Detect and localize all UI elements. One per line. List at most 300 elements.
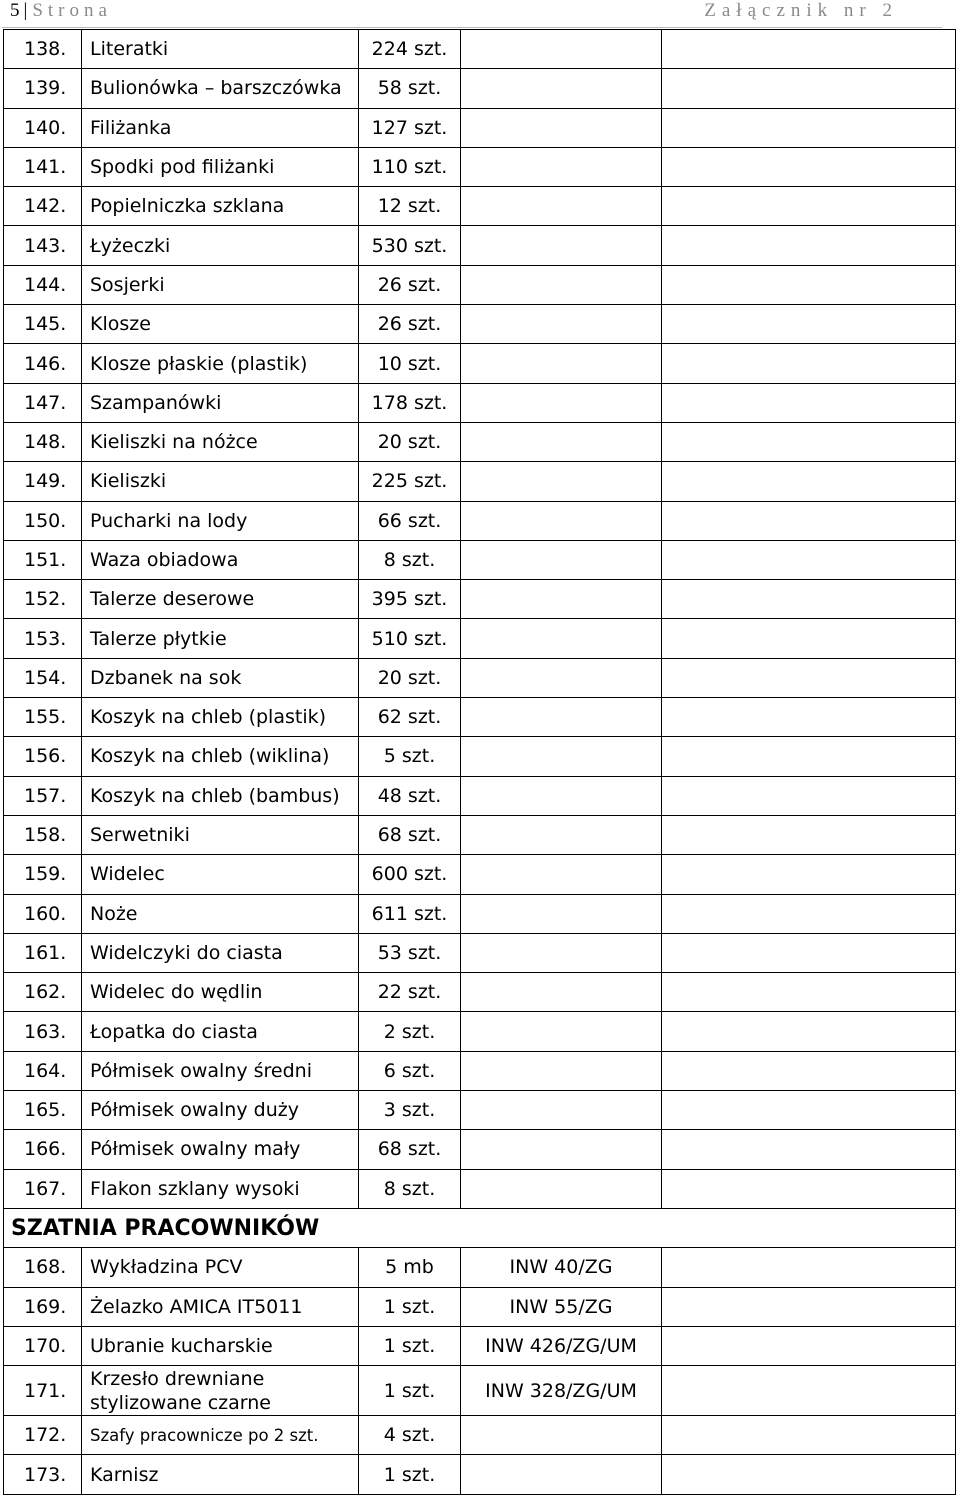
item-number xyxy=(4,894,82,933)
empty-cell xyxy=(662,894,956,933)
table-row xyxy=(4,187,956,226)
item-quantity-text: 4 szt. xyxy=(383,1424,436,1447)
table-row xyxy=(4,147,956,186)
item-number-text: 161. xyxy=(24,941,67,964)
inventory-number xyxy=(461,1248,662,1287)
item-number xyxy=(4,1130,82,1169)
item-quantity xyxy=(359,462,461,501)
item-name xyxy=(82,619,359,658)
table-row xyxy=(4,226,956,265)
item-number xyxy=(4,580,82,619)
empty-cell xyxy=(662,108,956,147)
item-number-text: 162. xyxy=(24,981,67,1004)
empty-cell xyxy=(662,619,956,658)
table-row xyxy=(4,422,956,461)
item-name-text: Talerze płytkie xyxy=(90,627,227,650)
item-name-text: Półmisek owalny średni xyxy=(90,1059,312,1082)
item-quantity xyxy=(359,383,461,422)
item-number-text: 170. xyxy=(24,1334,67,1357)
table-row xyxy=(4,30,956,69)
empty-cell xyxy=(662,305,956,344)
item-quantity-text: 53 szt. xyxy=(377,941,442,964)
table-row xyxy=(4,580,956,619)
item-number-text: 149. xyxy=(24,470,67,493)
inventory-number xyxy=(461,1169,662,1208)
item-quantity xyxy=(359,1248,461,1287)
inventory-number xyxy=(461,422,662,461)
item-number-text: 169. xyxy=(24,1295,67,1318)
table-row xyxy=(4,776,956,815)
item-number xyxy=(4,69,82,108)
inventory-number xyxy=(461,698,662,737)
item-quantity xyxy=(359,815,461,854)
empty-cell xyxy=(662,1012,956,1051)
inventory-number xyxy=(461,226,662,265)
item-number-text: 166. xyxy=(24,1138,67,1161)
item-name xyxy=(82,1366,359,1416)
item-name xyxy=(82,1051,359,1090)
inventory-number xyxy=(461,1416,662,1455)
item-name-text: Popielniczka szklana xyxy=(90,195,285,218)
inventory-number xyxy=(461,815,662,854)
item-quantity-text: 62 szt. xyxy=(377,706,442,729)
item-quantity xyxy=(359,580,461,619)
item-number-text: 145. xyxy=(24,313,67,336)
item-number-text: 138. xyxy=(24,38,67,61)
item-quantity xyxy=(359,737,461,776)
item-name xyxy=(82,1012,359,1051)
item-name-text: Półmisek owalny mały xyxy=(90,1138,301,1161)
table-row xyxy=(4,265,956,304)
item-name xyxy=(82,855,359,894)
item-name-text: Wykładzina PCV xyxy=(90,1256,243,1279)
item-name xyxy=(82,1091,359,1130)
item-quantity-text: 1 szt. xyxy=(383,1463,436,1486)
item-name xyxy=(82,658,359,697)
table-row xyxy=(4,973,956,1012)
item-name-text: Widelec do wędlin xyxy=(90,981,263,1004)
item-quantity-text: 395 szt. xyxy=(371,588,448,611)
inventory-number xyxy=(461,344,662,383)
empty-cell xyxy=(662,580,956,619)
item-quantity-text: 68 szt. xyxy=(377,1138,442,1161)
item-quantity-text: 58 szt. xyxy=(377,77,442,100)
inventory-number xyxy=(461,147,662,186)
item-name xyxy=(82,1416,359,1455)
item-quantity xyxy=(359,344,461,383)
item-quantity xyxy=(359,698,461,737)
item-quantity-text: 224 szt. xyxy=(371,38,448,61)
item-name-text: Literatki xyxy=(90,38,169,61)
item-quantity xyxy=(359,1051,461,1090)
item-name xyxy=(82,737,359,776)
inventory-number xyxy=(461,30,662,69)
inventory-number-text: INW 55/ZG xyxy=(509,1295,613,1318)
item-name xyxy=(82,344,359,383)
item-name-text: Koszyk na chleb (wiklina) xyxy=(90,745,330,768)
empty-cell xyxy=(662,30,956,69)
empty-cell xyxy=(662,1287,956,1326)
item-quantity xyxy=(359,1287,461,1326)
inventory-number xyxy=(461,1012,662,1051)
item-name xyxy=(82,226,359,265)
item-number xyxy=(4,1416,82,1455)
item-quantity-text: 22 szt. xyxy=(377,981,442,1004)
inventory-number-text: INW 328/ZG/UM xyxy=(485,1379,637,1402)
item-number xyxy=(4,344,82,383)
item-quantity-text: 5 szt. xyxy=(383,745,436,768)
item-name xyxy=(82,1455,359,1494)
item-name xyxy=(82,540,359,579)
item-quantity-text: 26 szt. xyxy=(377,273,442,296)
empty-cell xyxy=(662,1130,956,1169)
item-quantity-text: 530 szt. xyxy=(371,234,448,257)
empty-cell xyxy=(662,422,956,461)
item-quantity xyxy=(359,1326,461,1365)
item-number xyxy=(4,973,82,1012)
item-number-text: 152. xyxy=(24,588,67,611)
item-quantity-text: 225 szt. xyxy=(371,470,448,493)
inventory-number-text: INW 40/ZG xyxy=(509,1256,613,1279)
item-quantity xyxy=(359,619,461,658)
item-name-text: Koszyk na chleb (plastik) xyxy=(90,706,327,729)
item-number xyxy=(4,1366,82,1416)
item-name xyxy=(82,501,359,540)
empty-cell xyxy=(662,698,956,737)
item-number xyxy=(4,30,82,69)
item-number xyxy=(4,383,82,422)
empty-cell xyxy=(662,147,956,186)
item-number-text: 172. xyxy=(24,1424,67,1447)
header-divider xyxy=(2,27,942,28)
item-name xyxy=(82,815,359,854)
item-quantity xyxy=(359,1416,461,1455)
item-number xyxy=(4,658,82,697)
item-name xyxy=(82,265,359,304)
item-quantity-text: 10 szt. xyxy=(377,352,442,375)
item-name-text: Widelec xyxy=(90,863,165,886)
empty-cell xyxy=(662,265,956,304)
page-indicator xyxy=(10,0,112,22)
inventory-number xyxy=(461,1130,662,1169)
item-number xyxy=(4,422,82,461)
inventory-number xyxy=(461,1051,662,1090)
item-name-text: Łopatka do ciasta xyxy=(90,1020,258,1043)
item-quantity-text: 611 szt. xyxy=(371,902,448,925)
item-number-text: 165. xyxy=(24,1099,67,1122)
item-quantity xyxy=(359,776,461,815)
item-number-text: 157. xyxy=(24,784,67,807)
page-number: 5 xyxy=(10,0,21,21)
item-number-text: 148. xyxy=(24,431,67,454)
inventory-number xyxy=(461,855,662,894)
item-number-text: 140. xyxy=(24,116,67,139)
inventory-number xyxy=(461,619,662,658)
table-row xyxy=(4,1455,956,1494)
item-number-text: 168. xyxy=(24,1256,67,1279)
item-number-text: 146. xyxy=(24,352,67,375)
item-name-text: Sosjerki xyxy=(90,273,165,296)
table-row xyxy=(4,1130,956,1169)
inventory-number xyxy=(461,305,662,344)
empty-cell xyxy=(662,462,956,501)
table-row xyxy=(4,737,956,776)
item-number-text: 163. xyxy=(24,1020,67,1043)
table-row xyxy=(4,1366,956,1416)
inventory-number xyxy=(461,265,662,304)
inventory-number xyxy=(461,1326,662,1365)
item-quantity xyxy=(359,1455,461,1494)
inventory-table xyxy=(3,29,956,1495)
item-name xyxy=(82,1130,359,1169)
item-quantity-text: 3 szt. xyxy=(383,1099,436,1122)
item-quantity-text: 110 szt. xyxy=(371,156,448,179)
inventory-number xyxy=(461,1287,662,1326)
table-row xyxy=(4,383,956,422)
section-title: SZATNIA PRACOWNIKÓW xyxy=(4,1208,956,1247)
empty-cell xyxy=(662,1416,956,1455)
inventory-number xyxy=(461,69,662,108)
item-quantity xyxy=(359,1091,461,1130)
item-number xyxy=(4,187,82,226)
item-number xyxy=(4,1326,82,1365)
empty-cell xyxy=(662,1326,956,1365)
item-number xyxy=(4,265,82,304)
table-row xyxy=(4,462,956,501)
table-row xyxy=(4,1248,956,1287)
item-quantity xyxy=(359,1012,461,1051)
item-number-text: 160. xyxy=(24,902,67,925)
table-row xyxy=(4,619,956,658)
item-quantity xyxy=(359,265,461,304)
table-row xyxy=(4,1091,956,1130)
item-quantity xyxy=(359,973,461,1012)
item-name xyxy=(82,1169,359,1208)
page-label: Strona xyxy=(32,0,112,21)
item-quantity-text: 510 szt. xyxy=(371,627,448,650)
item-quantity xyxy=(359,147,461,186)
table-row xyxy=(4,894,956,933)
inventory-number xyxy=(461,973,662,1012)
item-number xyxy=(4,737,82,776)
item-name-text: Krzesło drewniane stylizowane czarne xyxy=(90,1367,271,1414)
item-number xyxy=(4,1169,82,1208)
item-name-text: Flakon szklany wysoki xyxy=(90,1177,300,1200)
item-quantity-text: 66 szt. xyxy=(377,509,442,532)
item-name xyxy=(82,147,359,186)
inventory-number xyxy=(461,658,662,697)
item-quantity xyxy=(359,540,461,579)
item-name xyxy=(82,1326,359,1365)
inventory-number xyxy=(461,1366,662,1416)
table-row xyxy=(4,1326,956,1365)
item-number-text: 164. xyxy=(24,1059,67,1082)
table-row xyxy=(4,1416,956,1455)
item-number xyxy=(4,1287,82,1326)
item-number xyxy=(4,619,82,658)
item-quantity xyxy=(359,894,461,933)
table-row xyxy=(4,540,956,579)
inventory-table-body xyxy=(4,30,956,1495)
empty-cell xyxy=(662,1455,956,1494)
item-name xyxy=(82,776,359,815)
empty-cell xyxy=(662,344,956,383)
table-row xyxy=(4,1169,956,1208)
item-quantity-text: 8 szt. xyxy=(383,549,436,571)
item-name xyxy=(82,894,359,933)
item-number xyxy=(4,226,82,265)
empty-cell xyxy=(662,737,956,776)
item-name-text: Kieliszki xyxy=(90,470,167,493)
item-name-text: Serwetniki xyxy=(90,824,190,847)
item-quantity-text: 5 mb xyxy=(385,1256,434,1279)
item-quantity xyxy=(359,305,461,344)
item-number xyxy=(4,1051,82,1090)
item-number-text: 159. xyxy=(24,863,67,886)
item-name xyxy=(82,698,359,737)
table-row xyxy=(4,1012,956,1051)
item-quantity-text: 6 szt. xyxy=(383,1059,436,1082)
empty-cell xyxy=(662,1051,956,1090)
inventory-number xyxy=(461,776,662,815)
item-number xyxy=(4,698,82,737)
item-quantity-text: 26 szt. xyxy=(377,313,442,336)
item-name-text: Spodki pod filiżanki xyxy=(90,156,275,179)
item-name xyxy=(82,462,359,501)
attachment-label: Załącznik nr 2 xyxy=(704,0,898,21)
inventory-number xyxy=(461,580,662,619)
item-quantity-text: 48 szt. xyxy=(377,784,442,807)
inventory-number xyxy=(461,737,662,776)
item-quantity xyxy=(359,422,461,461)
empty-cell xyxy=(662,1248,956,1287)
item-name-text: Waza obiadowa xyxy=(90,549,239,571)
item-name xyxy=(82,383,359,422)
item-quantity xyxy=(359,855,461,894)
item-number xyxy=(4,855,82,894)
item-number-text: 171. xyxy=(24,1379,67,1402)
item-number xyxy=(4,776,82,815)
empty-cell xyxy=(662,501,956,540)
item-quantity xyxy=(359,658,461,697)
inventory-number xyxy=(461,108,662,147)
item-name-text: Talerze deserowe xyxy=(90,588,255,611)
item-quantity xyxy=(359,226,461,265)
item-quantity-text: 127 szt. xyxy=(371,116,448,139)
item-quantity-text: 68 szt. xyxy=(377,824,442,847)
item-number-text: 142. xyxy=(24,195,67,218)
item-name xyxy=(82,305,359,344)
table-row xyxy=(4,108,956,147)
item-quantity-text: 600 szt. xyxy=(371,863,448,886)
empty-cell xyxy=(662,187,956,226)
inventory-number xyxy=(461,540,662,579)
inventory-number xyxy=(461,187,662,226)
item-number xyxy=(4,108,82,147)
empty-cell xyxy=(662,855,956,894)
item-name-text: Pucharki na lody xyxy=(90,509,248,532)
page-separator: | xyxy=(23,0,29,21)
item-number xyxy=(4,1091,82,1130)
item-name-text: Półmisek owalny duży xyxy=(90,1099,299,1122)
inventory-number xyxy=(461,1455,662,1494)
item-number xyxy=(4,501,82,540)
table-row xyxy=(4,658,956,697)
item-quantity-text: 8 szt. xyxy=(383,1177,436,1200)
item-quantity xyxy=(359,1366,461,1416)
table-row xyxy=(4,69,956,108)
item-number-text: 173. xyxy=(24,1463,67,1486)
empty-cell xyxy=(662,973,956,1012)
item-name-text: Karnisz xyxy=(90,1463,159,1486)
empty-cell xyxy=(662,776,956,815)
item-quantity-text: 12 szt. xyxy=(377,195,442,218)
empty-cell xyxy=(662,540,956,579)
item-name-text: Łyżeczki xyxy=(90,234,171,257)
item-name xyxy=(82,1287,359,1326)
item-quantity-text: 1 szt. xyxy=(383,1295,436,1318)
table-row xyxy=(4,933,956,972)
item-name xyxy=(82,580,359,619)
item-name-text: Dzbanek na sok xyxy=(90,666,242,689)
item-number-text: 153. xyxy=(24,627,67,650)
item-quantity-text: 20 szt. xyxy=(377,431,442,454)
item-number-text: 151. xyxy=(24,549,67,571)
item-name xyxy=(82,30,359,69)
table-row xyxy=(4,855,956,894)
item-name-text: Ubranie kucharskie xyxy=(90,1334,273,1357)
inventory-number xyxy=(461,462,662,501)
empty-cell xyxy=(662,658,956,697)
item-name xyxy=(82,108,359,147)
item-name xyxy=(82,933,359,972)
item-name-text: Szafy pracownicze po 2 szt. xyxy=(90,1426,319,1446)
inventory-number xyxy=(461,501,662,540)
item-number xyxy=(4,305,82,344)
item-number-text: 154. xyxy=(24,666,67,689)
item-name-text: Klosze xyxy=(90,313,151,336)
empty-cell xyxy=(662,383,956,422)
item-name xyxy=(82,973,359,1012)
item-number-text: 167. xyxy=(24,1177,67,1200)
empty-cell xyxy=(662,933,956,972)
item-name xyxy=(82,187,359,226)
inventory-number xyxy=(461,894,662,933)
item-quantity-text: 1 szt. xyxy=(383,1334,436,1357)
item-number-text: 141. xyxy=(24,156,67,179)
item-number-text: 158. xyxy=(24,824,67,847)
item-name-text: Bulionówka – barszczówka xyxy=(90,77,342,100)
item-name-text: Klosze płaskie (plastik) xyxy=(90,352,308,375)
item-number-text: 147. xyxy=(24,391,67,414)
item-number xyxy=(4,1248,82,1287)
empty-cell xyxy=(662,1091,956,1130)
item-number xyxy=(4,462,82,501)
item-quantity-text: 178 szt. xyxy=(371,391,448,414)
item-quantity-text: 2 szt. xyxy=(383,1020,436,1043)
item-name-text: Kieliszki na nóżce xyxy=(90,431,258,454)
item-quantity xyxy=(359,1130,461,1169)
item-name-text: Noże xyxy=(90,902,138,925)
item-quantity xyxy=(359,187,461,226)
item-quantity xyxy=(359,501,461,540)
item-quantity xyxy=(359,1169,461,1208)
item-name-text: Koszyk na chleb (bambus) xyxy=(90,784,340,807)
item-number-text: 150. xyxy=(24,509,67,532)
inventory-number xyxy=(461,1091,662,1130)
table-row xyxy=(4,501,956,540)
item-number xyxy=(4,540,82,579)
